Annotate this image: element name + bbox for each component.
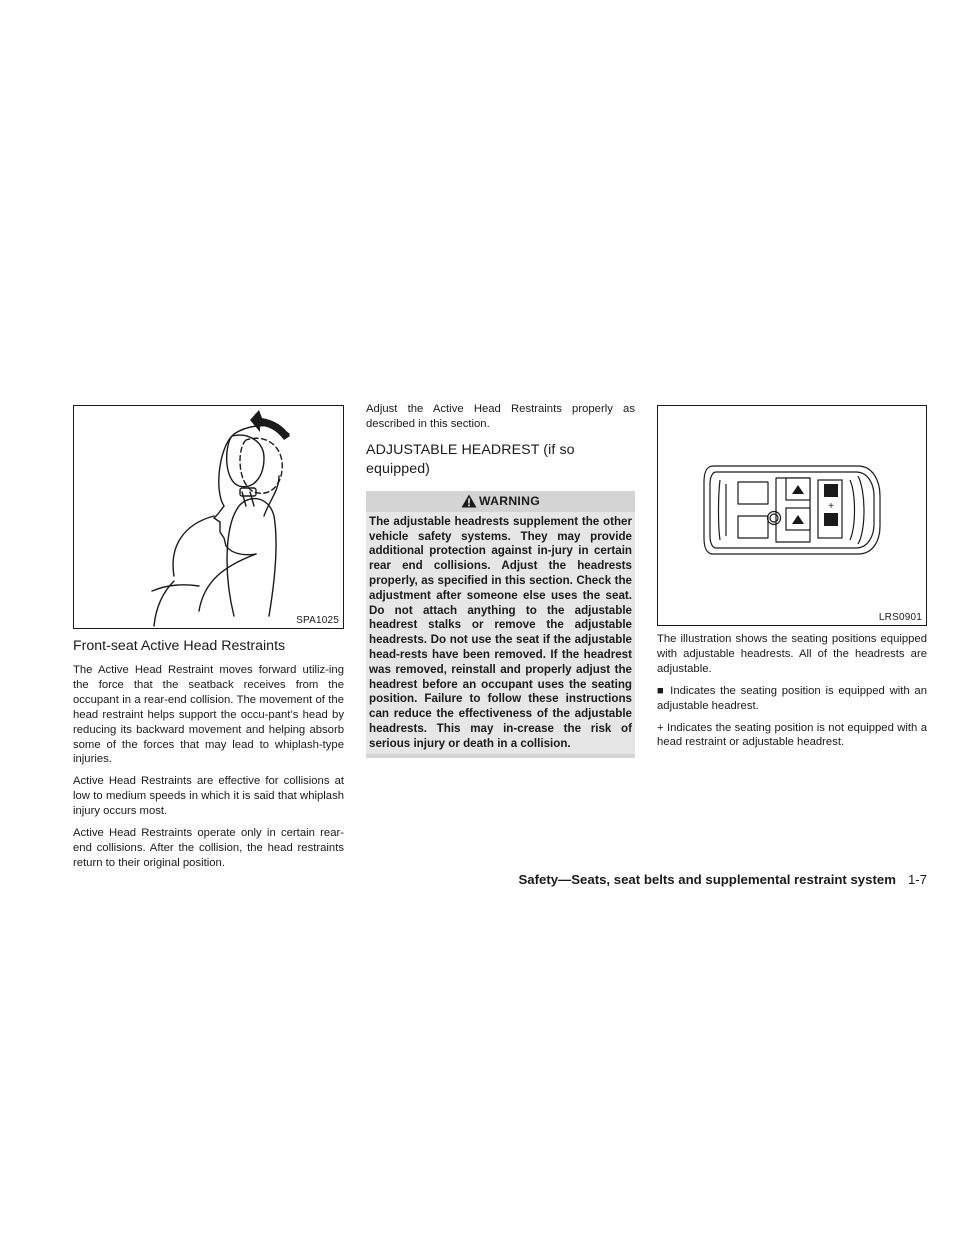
warning-text: The adjustable headrests supplement the other vehicle safety systems. They may provide additional protection against in-jury in certain rear end collisions. Adjust the headrests properly, as specified in this section. Check the adjustment after someone else uses the seat. Do not attach anything to the adjustable headrest stalks or remove the adjustable headrests. Do not use the seat if the adjustable head-rests have been removed. If the headrest was removed, reinstall and properly adjust the headrest before an occupant uses the seating position. Failure to follow these instructions can reduce the effectiveness of the adjustable headrests. This may in-crease the risk of serious injury or death in a collision. [366, 512, 635, 754]
paragraph: Active Head Restraints are effective for collisions at low to medium speeds in which it is said that whiplash injury occurs most. [73, 775, 344, 818]
legend-equipped: ■ Indicates the seating position is equipped with an adjustable headrest. [657, 684, 927, 712]
warning-label: WARNING [478, 494, 540, 509]
section-title: Safety—Seats, seat belts and supplemental restraint system [518, 872, 896, 887]
vehicle-top-view-illustration [658, 406, 926, 625]
legend-not-equipped: + Indicates the seating position is not equipped with a head restraint or adjustable headrest. [657, 721, 927, 749]
seating-positions-figure [657, 405, 927, 626]
paragraph: Active Head Restraints operate only in certain rear-end collisions. After the collision, the head restraints return to their original position. [73, 827, 344, 869]
subheading: Front-seat Active Head Restraints [73, 638, 286, 654]
warning-triangle-icon [461, 494, 477, 508]
plus-marker: + [828, 501, 834, 512]
warning-box [366, 491, 635, 758]
section-heading: ADJUSTABLE HEADREST (if so equipped) [366, 441, 575, 477]
paragraph: The Active Head Restraint moves forward utiliz-ing the force that the seatback receives from the occupant in a rear-end collision. The movement of the head restraint helps support the occu-pant’s head by reducing its backward movement and helping absorb some of the forces that may lead to whiplash-type injuries. [73, 664, 344, 766]
head-restraint-illustration [74, 406, 343, 628]
intro-paragraph: Adjust the Active Head Restraints properly as described in this section. [366, 403, 635, 430]
figure-code: SPA1025 [296, 615, 339, 626]
page-number: 1-7 [907, 872, 927, 887]
head-restraint-figure [73, 405, 344, 629]
middle-column [366, 402, 635, 758]
left-column [73, 402, 344, 878]
figure-code: LRS0901 [878, 612, 922, 623]
right-column [657, 402, 927, 757]
paragraph: The illustration shows the seating positions equipped with adjustable headrests. All of the headrests are adjustable. [657, 633, 927, 675]
warning-header [366, 491, 635, 512]
page-footer [518, 872, 927, 887]
